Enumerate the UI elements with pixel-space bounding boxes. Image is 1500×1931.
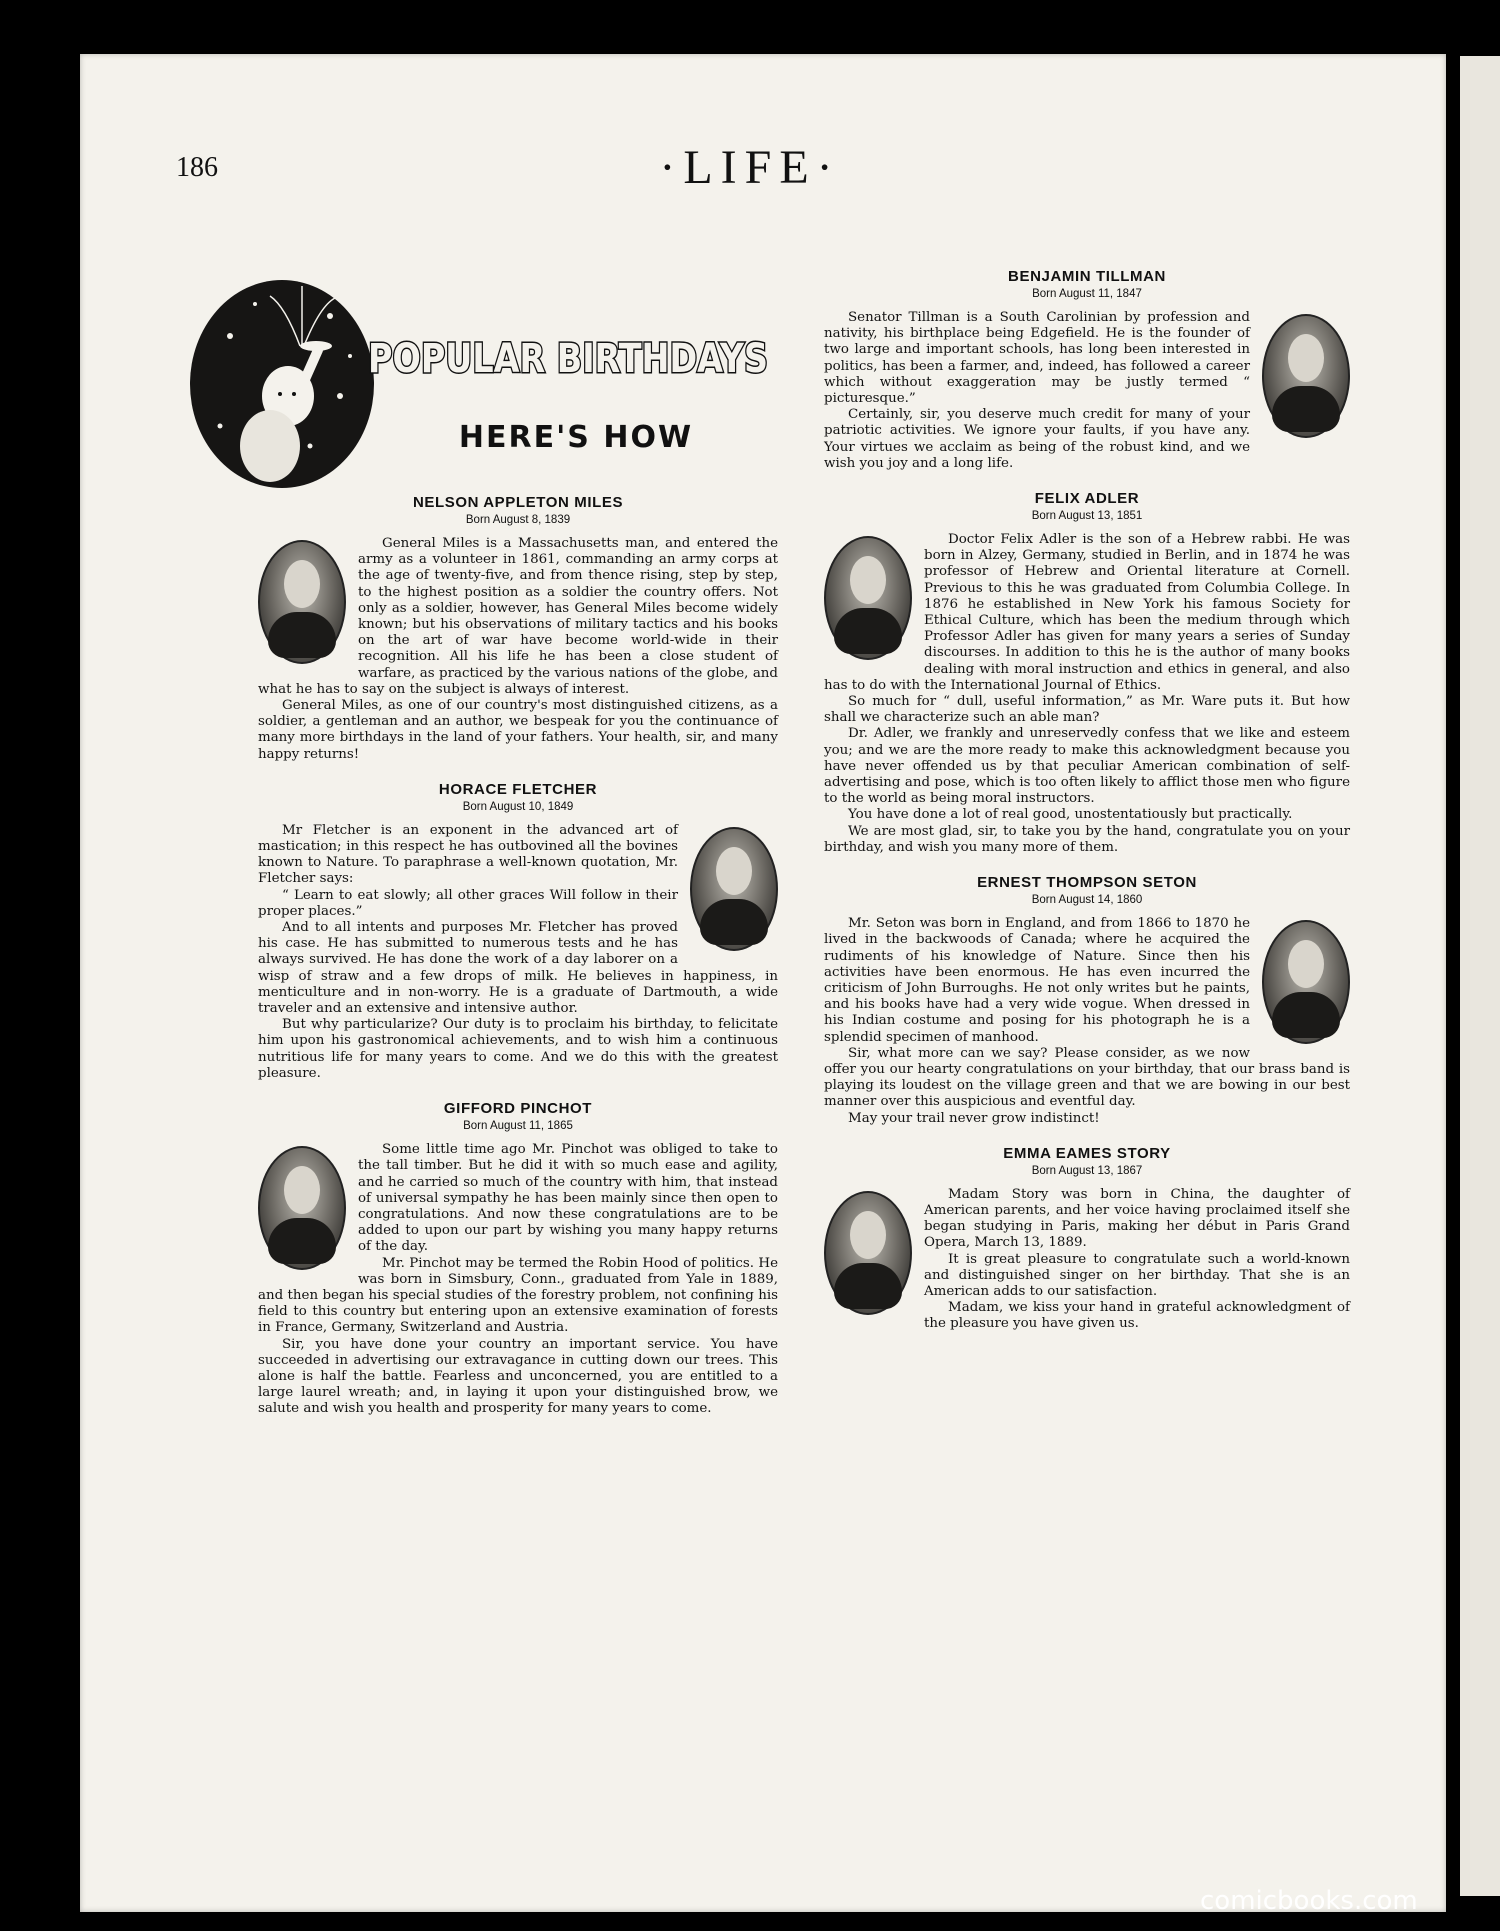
article-born-date: Born August 11, 1847 (1032, 288, 1142, 300)
article-name: ERNEST THOMPSON SETON (977, 874, 1197, 892)
article-paragraph: May your trail never grow indistinct! (848, 1110, 1100, 1126)
article-paragraph: And to all intents and purposes Mr. Fletcher has proved his case. He has submitted to numerous tests and he has always survived. He has done the work of a day laborer on a wisp of straw and a few drops of milk. He believes in happiness, in menticulture and in non-worry. He is a graduate of Dartmouth, a wide traveler and an extensive and intensive author. (258, 920, 778, 1017)
article-body (258, 536, 778, 763)
right-column (824, 268, 1350, 1351)
article-paragraph: Sir, what more can we say? Please consider, as we now offer you our hearty congratulations on your birthday, that our brass band is playing its loudest on the village green and that we are bowing in our best manner over this auspicious and eventful day. (824, 1045, 1350, 1110)
article-born-date: Born August 13, 1867 (1031, 1164, 1143, 1177)
article-name: NELSON APPLETON MILES (412, 494, 624, 511)
site-watermark: comicbooks.com (1200, 1886, 1418, 1916)
banner-subtitle: HERE'S HOW (458, 420, 694, 455)
article-benjamin-tillman (824, 268, 1350, 472)
portrait-image (1262, 920, 1350, 1044)
article-body (258, 1142, 778, 1417)
article-body (824, 310, 1350, 472)
article-quote: “ Learn to eat slowly; all other graces Will follow in their proper places.” (258, 887, 678, 919)
article-body (824, 532, 1350, 856)
left-column (258, 494, 778, 1436)
article-gifford-pinchot (258, 1100, 778, 1417)
article-born-date: Born August 13, 1851 (1031, 510, 1143, 523)
article-paragraph: Sir, you have done your country an important service. You have succeeded in advertising our extravagance in cutting down our trees. This alone is half the battle. Fearless and unconcerned, you are entitled to a large laurel wreath; and, in laying it upon your distinguished brow, we salute and wish you health and prosperity for many years to come. (258, 1336, 778, 1417)
article-emma-eames-story (824, 1145, 1350, 1333)
magazine-title: ·LIFE· (659, 141, 841, 194)
article-ernest-thompson-seton (824, 874, 1350, 1127)
article-paragraph: Madam, we kiss your hand in grateful acknowledgment of the pleasure you have given us. (924, 1300, 1350, 1332)
article-born-date: Born August 14, 1860 (1031, 894, 1143, 907)
article-paragraph: Certainly, sir, you deserve much credit for many of your patriotic activities. We ignore your faults, if you have any. Your virtues we acclaim as being of the robust kind, and we wish you joy and a long life. (824, 407, 1250, 471)
article-paragraph: But why particularize? Our duty is to proclaim his birthday, to felicitate him upon his gastronomical achievements, and to wish him a continuous nutritious life for many years to come. And we do this with the greatest pleasure. (258, 1017, 778, 1081)
portrait-image (258, 540, 346, 664)
article-paragraph: Mr Fletcher is an exponent in the advanced art of mastication; in this respect he has outbovined all the bovines known to Nature. To paraphrase a well-known quotation, Mr. Fletcher says: (258, 822, 678, 887)
article-name: EMMA EAMES STORY (1003, 1144, 1171, 1162)
portrait-image (258, 1146, 346, 1270)
portrait-image (690, 827, 778, 951)
article-paragraph: You have done a lot of real good, unostentatiously but practically. (848, 807, 1293, 823)
portrait-image (824, 536, 912, 660)
article-born-date: Born August 11, 1865 (463, 1120, 573, 1133)
article-paragraph: Senator Tillman is a South Carolinian by profession and nativity, his birthplace being Edgefield. He is the founder of two large and important schools, has long been interested in politics, has been a farmer, and, indeed, has followed a career which without exaggeration may be justly termed “ picturesque.” (824, 310, 1250, 407)
article-paragraph: General Miles, as one of our country's most distinguished citizens, as a soldier, a gentleman and an author, we bespeak for you the continuance of many more birthdays in the land of your fathers. Your health, sir, and many happy returns! (258, 698, 778, 762)
portrait-image (824, 1191, 912, 1315)
facing-page-edge (1460, 56, 1500, 1896)
article-felix-adler (824, 490, 1350, 856)
article-body (258, 823, 778, 1082)
article-paragraph: General Miles is a Massachusetts man, and entered the army as a volunteer in 1861, commanding an army corps at the age of twenty-five, and from thence rising, step by step, to the highest position as a soldier the country offers. Not only as a soldier, however, has General Miles become widely known; but his observations of military tactics and his books on the art of war have become world-wide in their recognition. All his life he has been a close student of warfare, as practiced by the various nations of the globe, and what he has to say on the subject is always of interest. (258, 536, 778, 697)
article-born-date: Born August 10, 1849 (462, 800, 574, 813)
article-paragraph: Doctor Felix Adler is the son of a Hebrew rabbi. He was born in Alzey, Germany, studied in Berlin, and in 1874 he was professor of Hebrew and Oriental literature at Cornell. Previous to this he was graduated from Columbia College. In 1876 he established in New York his famous Society for Ethical Culture, which has been the medium through which Professor Adler has given for many years a series of Sunday discourses. In addition to this he is the author of many books dealing with moral instruction and ethics in general, and also has to do with the International Journal of Ethics. (824, 532, 1350, 693)
article-paragraph: Mr. Seton was born in England, and from 1866 to 1870 he lived in the backwoods of Canada; where he acquired the rudiments of his knowledge of Nature. Since then his activities have been enormous. He has even incurred the criticism of John Burroughs. He not only writes but he paints, and his books have had a very wide vogue. When dressed in his Indian costume and posing for his photograph he is a splendid specimen of manhood. (824, 916, 1250, 1045)
article-name: HORACE FLETCHER (438, 780, 598, 798)
article-paragraph: Madam Story was born in China, the daughter of American parents, and her voice having proclaimed itself she began studying in Paris, making her début in Paris Grand Opera, March 13, 1889. (924, 1186, 1350, 1251)
article-name: FELIX ADLER (1034, 490, 1140, 508)
article-name: BENJAMIN TILLMAN (1008, 268, 1166, 285)
article-paragraph: It is great pleasure to congratulate such a world-known and distinguished singer on her birthday. That she is an American adds to our satisfaction. (924, 1251, 1350, 1299)
article-body (824, 1187, 1350, 1333)
article-horace-fletcher (258, 781, 778, 1082)
article-name: GIFFORD PINCHOT (443, 1100, 593, 1118)
page-number: 186 (176, 152, 218, 183)
popular-birthdays-banner (190, 276, 790, 492)
portrait-image (1262, 314, 1350, 438)
article-born-date: Born August 8, 1839 (465, 514, 571, 526)
article-paragraph: So much for “ dull, useful information,” as Mr. Ware puts it. But how shall we characterize such an able man? (824, 694, 1350, 726)
article-body (824, 916, 1350, 1127)
article-paragraph: Dr. Adler, we frankly and unreservedly confess that we like and esteem you; and we are the more ready to make this acknowledgment because you have never offended us by that peculiar American combination of self-advertising and pose, which is too often likely to afflict those men who figure to the world as being moral instructors. (824, 726, 1350, 807)
article-paragraph: Some little time ago Mr. Pinchot was obliged to take to the tall timber. But he did it with so much ease and agility, and he carried so much of the country with him, that instead of universal sympathy he has been mainly since then open to congratulations. And now these congratulations are to be added to upon our part by wishing you many happy returns of the day. (358, 1142, 778, 1255)
article-paragraph: We are most glad, sir, to take you by the hand, congratulate you on your birthday, and wish you many more of them. (824, 823, 1350, 855)
banner-title: POPULAR BIRTHDAYS (368, 336, 768, 382)
article-nelson-miles (258, 494, 778, 763)
article-paragraph: Mr. Pinchot may be termed the Robin Hood of politics. He was born in Simsbury, Conn., graduated from Yale in 1889, and then began his special studies of the forestry problem, not confining his field to this country but entering upon an extensive examination of forests in France, Germany, Switzerland and Austria. (258, 1255, 778, 1336)
